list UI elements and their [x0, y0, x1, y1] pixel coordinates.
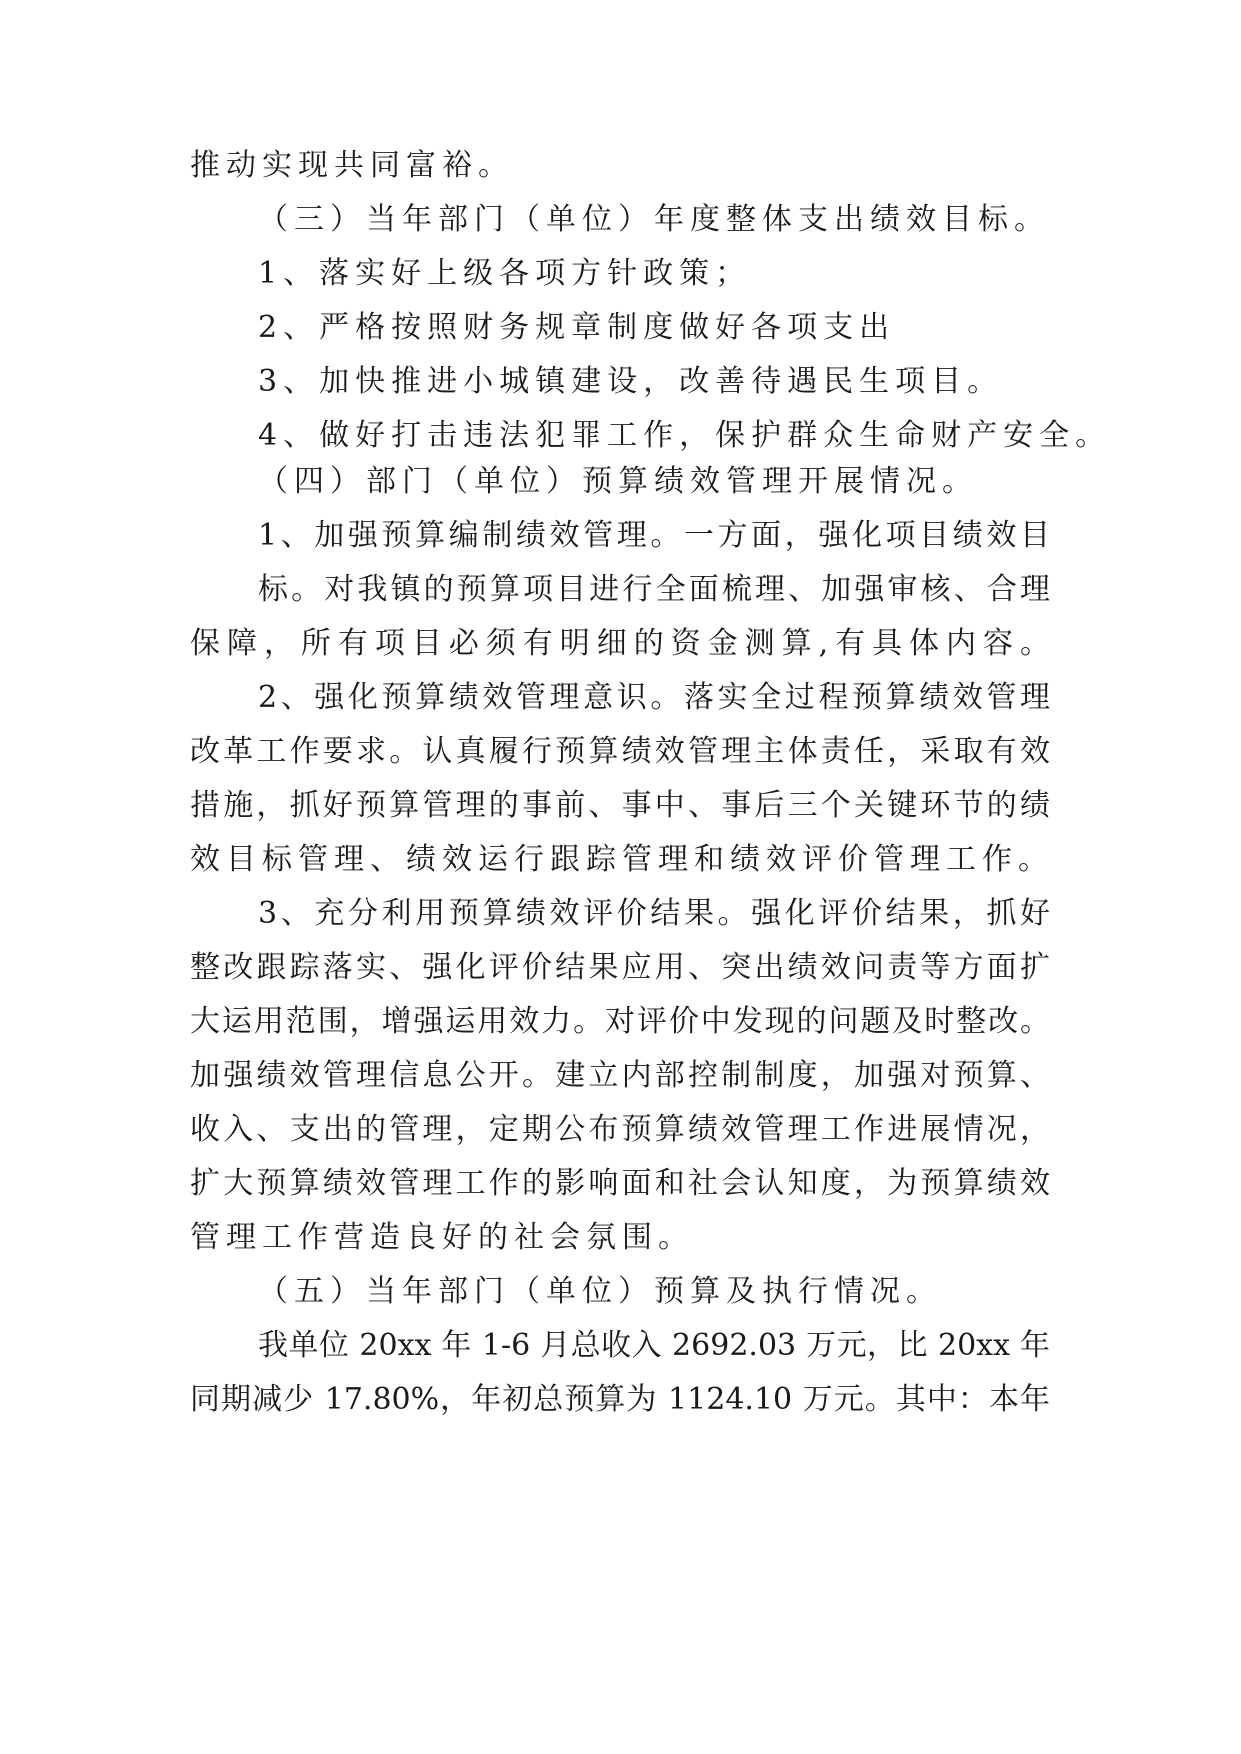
- text-line: 效目标管理、绩效运行跟踪管理和绩效评价管理工作。: [190, 842, 1054, 877]
- text-line: 我单位 20xx 年 1-6 月总收入 2692.03 万元，比 20xx 年: [258, 1328, 1050, 1363]
- text-line: 2、强化预算绩效管理意识。落实全过程预算绩效管理: [258, 680, 1050, 715]
- text-line: 整改跟踪落实、强化评价结果应用、突出绩效问责等方面扩: [190, 950, 1050, 985]
- list-item: 2、严格按照财务规章制度做好各项支出: [258, 310, 896, 345]
- text-line: 管理工作营造良好的社会氛围。: [190, 1220, 694, 1255]
- text-line: 标。对我镇的预算项目进行全面梳理、加强审核、合理: [258, 572, 1050, 607]
- text-line: 同期减少 17.80%，年初总预算为 1124.10 万元。其中：本年: [190, 1382, 1050, 1417]
- text-line: 大运用范围，增强运用效力。对评价中发现的问题及时整改。: [190, 1004, 1050, 1039]
- text-line: 推动实现共同富裕。: [190, 148, 514, 183]
- list-item: 4、做好打击违法犯罪工作，保护群众生命财产安全。: [258, 418, 1112, 453]
- list-item: 1、落实好上级各项方针政策；: [258, 256, 752, 291]
- text-line: 1、加强预算编制绩效管理。一方面，强化项目绩效目: [258, 518, 1050, 553]
- section-heading: （四）部门（单位）预算绩效管理开展情况。: [258, 464, 978, 499]
- list-item: 3、加快推进小城镇建设，改善待遇民生项目。: [258, 364, 1004, 399]
- section-heading: （三）当年部门（单位）年度整体支出绩效目标。: [258, 202, 1050, 237]
- text-line: 保障，所有项目必须有明细的资金测算,有具体内容。: [190, 626, 1050, 661]
- text-line: 3、充分利用预算绩效评价结果。强化评价结果，抓好: [258, 896, 1050, 931]
- section-heading: （五）当年部门（单位）预算及执行情况。: [258, 1274, 942, 1309]
- text-line: 改革工作要求。认真履行预算绩效管理主体责任，采取有效: [190, 734, 1050, 769]
- text-line: 扩大预算绩效管理工作的影响面和社会认知度，为预算绩效: [190, 1166, 1050, 1201]
- text-line: 加强绩效管理信息公开。建立内部控制制度，加强对预算、: [190, 1058, 1050, 1093]
- text-line: 措施，抓好预算管理的事前、事中、事后三个关键环节的绩: [190, 788, 1050, 823]
- text-line: 收入、支出的管理，定期公布预算绩效管理工作进展情况，: [190, 1112, 1050, 1147]
